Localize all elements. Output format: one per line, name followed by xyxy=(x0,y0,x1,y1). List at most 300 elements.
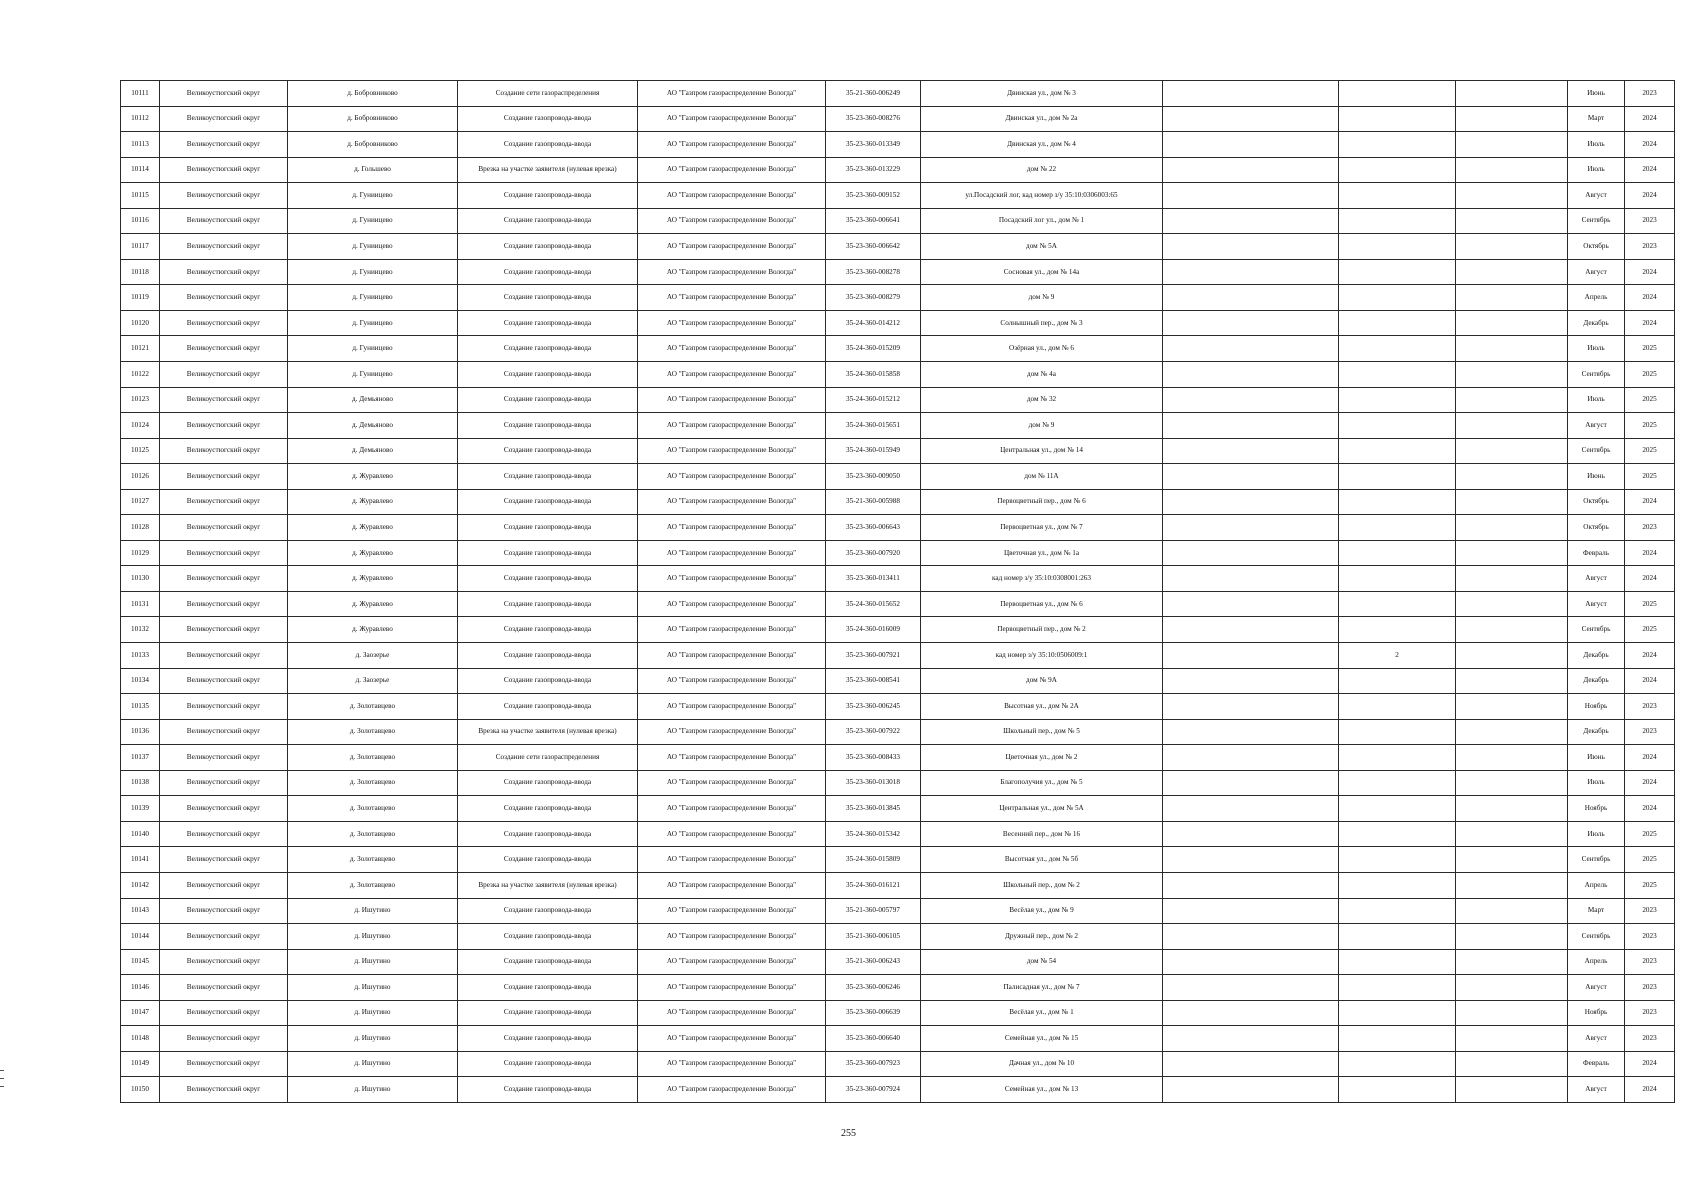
settlement-cell: д. Ишутино xyxy=(288,975,458,1001)
work-type-cell: Создание газопровода-ввода xyxy=(458,566,638,592)
organization-cell: АО "Газпром газораспределение Вологда" xyxy=(638,1026,826,1052)
empty-cell xyxy=(1456,796,1568,822)
empty-cell xyxy=(1163,668,1339,694)
organization-cell: АО "Газпром газораспределение Вологда" xyxy=(638,924,826,950)
quantity-cell xyxy=(1339,310,1456,336)
district-cell: Великоустюгский округ xyxy=(160,259,288,285)
empty-cell xyxy=(1163,643,1339,669)
address-cell: Озёрная ул., дом № 6 xyxy=(921,336,1163,362)
table-row xyxy=(121,1077,1675,1103)
quantity-cell xyxy=(1339,1000,1456,1026)
table-row xyxy=(121,949,1675,975)
table-row xyxy=(121,464,1675,490)
work-type-cell: Создание газопровода-ввода xyxy=(458,1051,638,1077)
address-cell: Первоцветная ул., дом № 7 xyxy=(921,515,1163,541)
district-cell: Великоустюгский округ xyxy=(160,1051,288,1077)
quantity-cell xyxy=(1339,362,1456,388)
quantity-cell xyxy=(1339,975,1456,1001)
district-cell: Великоустюгский округ xyxy=(160,310,288,336)
district-cell: Великоустюгский округ xyxy=(160,821,288,847)
address-cell: Весёлая ул., дом № 9 xyxy=(921,898,1163,924)
table-row xyxy=(121,617,1675,643)
year-cell: 2025 xyxy=(1625,387,1675,413)
settlement-cell: д. Ишутино xyxy=(288,1077,458,1103)
edge-mark xyxy=(0,1070,4,1071)
month-cell: Февраль xyxy=(1568,540,1625,566)
empty-cell xyxy=(1456,924,1568,950)
empty-cell xyxy=(1456,1026,1568,1052)
organization-cell: АО "Газпром газораспределение Вологда" xyxy=(638,285,826,311)
quantity-cell xyxy=(1339,1077,1456,1103)
settlement-cell: д. Золотавцево xyxy=(288,872,458,898)
organization-cell: АО "Газпром газораспределение Вологда" xyxy=(638,183,826,209)
empty-cell xyxy=(1456,157,1568,183)
organization-cell: АО "Газпром газораспределение Вологда" xyxy=(638,694,826,720)
district-cell: Великоустюгский округ xyxy=(160,464,288,490)
settlement-cell: д. Журавлево xyxy=(288,489,458,515)
application-code-cell: 35-23-360-007923 xyxy=(826,1051,921,1077)
address-cell: дом № 22 xyxy=(921,157,1163,183)
organization-cell: АО "Газпром газораспределение Вологда" xyxy=(638,668,826,694)
address-cell: дом № 9А xyxy=(921,668,1163,694)
edge-mark xyxy=(0,1086,4,1087)
application-code-cell: 35-23-360-007924 xyxy=(826,1077,921,1103)
row-number-cell: 10148 xyxy=(121,1026,160,1052)
table-row xyxy=(121,1000,1675,1026)
empty-cell xyxy=(1163,81,1339,107)
organization-cell: АО "Газпром газораспределение Вологда" xyxy=(638,975,826,1001)
quantity-cell xyxy=(1339,464,1456,490)
month-cell: Июль xyxy=(1568,387,1625,413)
row-number-cell: 10113 xyxy=(121,132,160,158)
district-cell: Великоустюгский округ xyxy=(160,1000,288,1026)
work-type-cell: Создание газопровода-ввода xyxy=(458,183,638,209)
organization-cell: АО "Газпром газораспределение Вологда" xyxy=(638,81,826,107)
year-cell: 2025 xyxy=(1625,872,1675,898)
empty-cell xyxy=(1163,1077,1339,1103)
application-code-cell: 35-23-360-006641 xyxy=(826,208,921,234)
month-cell: Ноябрь xyxy=(1568,1000,1625,1026)
empty-cell xyxy=(1163,872,1339,898)
organization-cell: АО "Газпром газораспределение Вологда" xyxy=(638,719,826,745)
application-code-cell: 35-24-360-014212 xyxy=(826,310,921,336)
quantity-cell xyxy=(1339,132,1456,158)
empty-cell xyxy=(1163,157,1339,183)
empty-cell xyxy=(1456,872,1568,898)
quantity-cell xyxy=(1339,259,1456,285)
district-cell: Великоустюгский округ xyxy=(160,515,288,541)
table-row xyxy=(121,515,1675,541)
work-type-cell: Создание газопровода-ввода xyxy=(458,770,638,796)
year-cell: 2024 xyxy=(1625,183,1675,209)
month-cell: Октябрь xyxy=(1568,489,1625,515)
application-code-cell: 35-23-360-007920 xyxy=(826,540,921,566)
address-cell: Первоцветный пер., дом № 2 xyxy=(921,617,1163,643)
table-row xyxy=(121,770,1675,796)
organization-cell: АО "Газпром газораспределение Вологда" xyxy=(638,515,826,541)
empty-cell xyxy=(1456,336,1568,362)
table-row xyxy=(121,1026,1675,1052)
work-type-cell: Врезка на участке заявителя (нулевая врезка) xyxy=(458,719,638,745)
organization-cell: АО "Газпром газораспределение Вологда" xyxy=(638,745,826,771)
application-code-cell: 35-24-360-015212 xyxy=(826,387,921,413)
organization-cell: АО "Газпром газораспределение Вологда" xyxy=(638,1051,826,1077)
work-type-cell: Создание газопровода-ввода xyxy=(458,208,638,234)
quantity-cell: 2 xyxy=(1339,643,1456,669)
organization-cell: АО "Газпром газораспределение Вологда" xyxy=(638,796,826,822)
row-number-cell: 10140 xyxy=(121,821,160,847)
work-type-cell: Создание газопровода-ввода xyxy=(458,643,638,669)
settlement-cell: д. Золотавцево xyxy=(288,694,458,720)
organization-cell: АО "Газпром газораспределение Вологда" xyxy=(638,540,826,566)
row-number-cell: 10141 xyxy=(121,847,160,873)
row-number-cell: 10116 xyxy=(121,208,160,234)
year-cell: 2024 xyxy=(1625,489,1675,515)
empty-cell xyxy=(1456,81,1568,107)
district-cell: Великоустюгский округ xyxy=(160,975,288,1001)
application-code-cell: 35-23-360-008278 xyxy=(826,259,921,285)
settlement-cell: д. Золотавцево xyxy=(288,745,458,771)
settlement-cell: д. Гуниицево xyxy=(288,285,458,311)
year-cell: 2023 xyxy=(1625,1000,1675,1026)
year-cell: 2023 xyxy=(1625,949,1675,975)
quantity-cell xyxy=(1339,438,1456,464)
empty-cell xyxy=(1163,183,1339,209)
month-cell: Октябрь xyxy=(1568,515,1625,541)
settlement-cell: д. Золотавцево xyxy=(288,770,458,796)
year-cell: 2024 xyxy=(1625,745,1675,771)
table-row xyxy=(121,924,1675,950)
row-number-cell: 10138 xyxy=(121,770,160,796)
settlement-cell: д. Бобровниково xyxy=(288,81,458,107)
table-row xyxy=(121,872,1675,898)
work-type-cell: Создание газопровода-ввода xyxy=(458,438,638,464)
empty-cell xyxy=(1456,975,1568,1001)
settlement-cell: д. Ишутино xyxy=(288,949,458,975)
work-type-cell: Создание газопровода-ввода xyxy=(458,949,638,975)
address-cell: ул.Посадский лог, кад номер з/у 35:10:0306003:65 xyxy=(921,183,1163,209)
empty-cell xyxy=(1163,387,1339,413)
district-cell: Великоустюгский округ xyxy=(160,438,288,464)
year-cell: 2024 xyxy=(1625,132,1675,158)
district-cell: Великоустюгский округ xyxy=(160,362,288,388)
organization-cell: АО "Газпром газораспределение Вологда" xyxy=(638,617,826,643)
application-code-cell: 35-23-360-006639 xyxy=(826,1000,921,1026)
empty-cell xyxy=(1163,898,1339,924)
address-cell: Семейная ул., дом № 15 xyxy=(921,1026,1163,1052)
organization-cell: АО "Газпром газораспределение Вологда" xyxy=(638,872,826,898)
empty-cell xyxy=(1163,847,1339,873)
organization-cell: АО "Газпром газораспределение Вологда" xyxy=(638,310,826,336)
application-code-cell: 35-24-360-015651 xyxy=(826,413,921,439)
address-cell: кад номер з/у 35:10:0308001:263 xyxy=(921,566,1163,592)
row-number-cell: 10127 xyxy=(121,489,160,515)
empty-cell xyxy=(1456,719,1568,745)
empty-cell xyxy=(1456,898,1568,924)
empty-cell xyxy=(1456,515,1568,541)
quantity-cell xyxy=(1339,1051,1456,1077)
district-cell: Великоустюгский округ xyxy=(160,796,288,822)
address-cell: кад номер з/у 35:10:0506009:1 xyxy=(921,643,1163,669)
settlement-cell: д. Гуниицево xyxy=(288,234,458,260)
empty-cell xyxy=(1163,413,1339,439)
work-type-cell: Создание газопровода-ввода xyxy=(458,285,638,311)
table-row xyxy=(121,259,1675,285)
empty-cell xyxy=(1163,438,1339,464)
table-row xyxy=(121,975,1675,1001)
year-cell: 2025 xyxy=(1625,438,1675,464)
quantity-cell xyxy=(1339,208,1456,234)
address-cell: дом № 54 xyxy=(921,949,1163,975)
work-type-cell: Создание газопровода-ввода xyxy=(458,1000,638,1026)
organization-cell: АО "Газпром газораспределение Вологда" xyxy=(638,1077,826,1103)
empty-cell xyxy=(1163,719,1339,745)
settlement-cell: д. Золотавцево xyxy=(288,719,458,745)
settlement-cell: д. Бобровниково xyxy=(288,106,458,132)
settlement-cell: д. Ишутино xyxy=(288,898,458,924)
address-cell: Дружный пер., дом № 2 xyxy=(921,924,1163,950)
settlement-cell: д. Гуниицево xyxy=(288,183,458,209)
row-number-cell: 10137 xyxy=(121,745,160,771)
address-cell: Первоцветная ул., дом № 6 xyxy=(921,591,1163,617)
row-number-cell: 10124 xyxy=(121,413,160,439)
organization-cell: АО "Газпром газораспределение Вологда" xyxy=(638,949,826,975)
empty-cell xyxy=(1163,540,1339,566)
table-row xyxy=(121,362,1675,388)
quantity-cell xyxy=(1339,924,1456,950)
empty-cell xyxy=(1163,515,1339,541)
empty-cell xyxy=(1456,643,1568,669)
application-code-cell: 35-23-360-007922 xyxy=(826,719,921,745)
quantity-cell xyxy=(1339,821,1456,847)
work-type-cell: Создание газопровода-ввода xyxy=(458,1077,638,1103)
application-code-cell: 35-23-360-007921 xyxy=(826,643,921,669)
quantity-cell xyxy=(1339,898,1456,924)
quantity-cell xyxy=(1339,745,1456,771)
settlement-cell: д. Журавлево xyxy=(288,540,458,566)
address-cell: Школьный пер., дом № 5 xyxy=(921,719,1163,745)
address-cell: Двинская ул., дом № 4 xyxy=(921,132,1163,158)
district-cell: Великоустюгский округ xyxy=(160,924,288,950)
year-cell: 2024 xyxy=(1625,668,1675,694)
address-cell: Дачная ул., дом № 10 xyxy=(921,1051,1163,1077)
quantity-cell xyxy=(1339,847,1456,873)
year-cell: 2024 xyxy=(1625,285,1675,311)
year-cell: 2025 xyxy=(1625,821,1675,847)
year-cell: 2023 xyxy=(1625,975,1675,1001)
application-code-cell: 35-23-360-013349 xyxy=(826,132,921,158)
month-cell: Сентябрь xyxy=(1568,924,1625,950)
month-cell: Июнь xyxy=(1568,464,1625,490)
settlement-cell: д. Золотавцево xyxy=(288,796,458,822)
empty-cell xyxy=(1163,591,1339,617)
application-code-cell: 35-23-360-006642 xyxy=(826,234,921,260)
application-code-cell: 35-23-360-013411 xyxy=(826,566,921,592)
year-cell: 2023 xyxy=(1625,719,1675,745)
address-cell: Сосновая ул., дом № 14а xyxy=(921,259,1163,285)
month-cell: Апрель xyxy=(1568,285,1625,311)
month-cell: Декабрь xyxy=(1568,719,1625,745)
year-cell: 2024 xyxy=(1625,157,1675,183)
district-cell: Великоустюгский округ xyxy=(160,1026,288,1052)
empty-cell xyxy=(1456,1051,1568,1077)
table-row xyxy=(121,796,1675,822)
district-cell: Великоустюгский округ xyxy=(160,234,288,260)
quantity-cell xyxy=(1339,234,1456,260)
organization-cell: АО "Газпром газораспределение Вологда" xyxy=(638,336,826,362)
year-cell: 2024 xyxy=(1625,310,1675,336)
settlement-cell: д. Заозерье xyxy=(288,668,458,694)
row-number-cell: 10117 xyxy=(121,234,160,260)
quantity-cell xyxy=(1339,540,1456,566)
month-cell: Июль xyxy=(1568,770,1625,796)
table-row xyxy=(121,591,1675,617)
month-cell: Сентябрь xyxy=(1568,208,1625,234)
address-cell: дом № 11А xyxy=(921,464,1163,490)
year-cell: 2024 xyxy=(1625,1077,1675,1103)
empty-cell xyxy=(1456,821,1568,847)
organization-cell: АО "Газпром газораспределение Вологда" xyxy=(638,489,826,515)
row-number-cell: 10132 xyxy=(121,617,160,643)
settlement-cell: д. Журавлево xyxy=(288,617,458,643)
quantity-cell xyxy=(1339,183,1456,209)
work-type-cell: Создание газопровода-ввода xyxy=(458,362,638,388)
year-cell: 2023 xyxy=(1625,234,1675,260)
application-code-cell: 35-21-360-006105 xyxy=(826,924,921,950)
work-type-cell: Создание газопровода-ввода xyxy=(458,898,638,924)
month-cell: Декабрь xyxy=(1568,643,1625,669)
district-cell: Великоустюгский округ xyxy=(160,336,288,362)
settlement-cell: д. Демьяново xyxy=(288,387,458,413)
district-cell: Великоустюгский округ xyxy=(160,285,288,311)
row-number-cell: 10120 xyxy=(121,310,160,336)
month-cell: Сентябрь xyxy=(1568,362,1625,388)
application-code-cell: 35-23-360-008279 xyxy=(826,285,921,311)
table-row xyxy=(121,489,1675,515)
empty-cell xyxy=(1163,617,1339,643)
empty-cell xyxy=(1456,208,1568,234)
table-row xyxy=(121,234,1675,260)
district-cell: Великоустюгский округ xyxy=(160,770,288,796)
year-cell: 2023 xyxy=(1625,1026,1675,1052)
application-code-cell: 35-23-360-009050 xyxy=(826,464,921,490)
district-cell: Великоустюгский округ xyxy=(160,81,288,107)
table-row xyxy=(121,821,1675,847)
month-cell: Сентябрь xyxy=(1568,438,1625,464)
address-cell: дом № 4а xyxy=(921,362,1163,388)
address-cell: Цветочная ул., дом № 2 xyxy=(921,745,1163,771)
organization-cell: АО "Газпром газораспределение Вологда" xyxy=(638,387,826,413)
work-type-cell: Врезка на участке заявителя (нулевая врезка) xyxy=(458,872,638,898)
work-type-cell: Создание газопровода-ввода xyxy=(458,975,638,1001)
district-cell: Великоустюгский округ xyxy=(160,208,288,234)
empty-cell xyxy=(1163,745,1339,771)
organization-cell: АО "Газпром газораспределение Вологда" xyxy=(638,132,826,158)
row-number-cell: 10126 xyxy=(121,464,160,490)
row-number-cell: 10128 xyxy=(121,515,160,541)
table-row xyxy=(121,81,1675,107)
work-type-cell: Создание сети газораспределения xyxy=(458,81,638,107)
district-cell: Великоустюгский округ xyxy=(160,617,288,643)
month-cell: Март xyxy=(1568,898,1625,924)
month-cell: Август xyxy=(1568,183,1625,209)
work-type-cell: Создание газопровода-ввода xyxy=(458,617,638,643)
address-cell: Первоцветный пер., дом № 6 xyxy=(921,489,1163,515)
row-number-cell: 10136 xyxy=(121,719,160,745)
empty-cell xyxy=(1163,796,1339,822)
table-row xyxy=(121,285,1675,311)
organization-cell: АО "Газпром газораспределение Вологда" xyxy=(638,413,826,439)
work-type-cell: Создание газопровода-ввода xyxy=(458,924,638,950)
application-code-cell: 35-23-360-008433 xyxy=(826,745,921,771)
settlement-cell: д. Золотавцево xyxy=(288,821,458,847)
application-code-cell: 35-23-360-013229 xyxy=(826,157,921,183)
empty-cell xyxy=(1163,1000,1339,1026)
row-number-cell: 10139 xyxy=(121,796,160,822)
work-type-cell: Создание газопровода-ввода xyxy=(458,234,638,260)
district-cell: Великоустюгский округ xyxy=(160,387,288,413)
settlement-cell: д. Гуниицево xyxy=(288,310,458,336)
application-code-cell: 35-24-360-015858 xyxy=(826,362,921,388)
empty-cell xyxy=(1456,591,1568,617)
month-cell: Апрель xyxy=(1568,949,1625,975)
row-number-cell: 10130 xyxy=(121,566,160,592)
year-cell: 2024 xyxy=(1625,796,1675,822)
address-cell: Двинская ул., дом № 3 xyxy=(921,81,1163,107)
work-type-cell: Создание газопровода-ввода xyxy=(458,515,638,541)
register-sheet xyxy=(120,80,1675,1103)
settlement-cell: д. Демьяново xyxy=(288,438,458,464)
organization-cell: АО "Газпром газораспределение Вологда" xyxy=(638,234,826,260)
year-cell: 2023 xyxy=(1625,515,1675,541)
empty-cell xyxy=(1456,464,1568,490)
quantity-cell xyxy=(1339,157,1456,183)
empty-cell xyxy=(1456,132,1568,158)
month-cell: Ноябрь xyxy=(1568,796,1625,822)
quantity-cell xyxy=(1339,106,1456,132)
application-code-cell: 35-23-360-008541 xyxy=(826,668,921,694)
year-cell: 2023 xyxy=(1625,898,1675,924)
row-number-cell: 10135 xyxy=(121,694,160,720)
empty-cell xyxy=(1163,566,1339,592)
work-type-cell: Создание газопровода-ввода xyxy=(458,591,638,617)
settlement-cell: д. Гуниицево xyxy=(288,362,458,388)
year-cell: 2023 xyxy=(1625,208,1675,234)
row-number-cell: 10118 xyxy=(121,259,160,285)
work-type-cell: Создание газопровода-ввода xyxy=(458,668,638,694)
district-cell: Великоустюгский округ xyxy=(160,694,288,720)
empty-cell xyxy=(1456,362,1568,388)
year-cell: 2025 xyxy=(1625,413,1675,439)
year-cell: 2024 xyxy=(1625,259,1675,285)
application-code-cell: 35-23-360-006640 xyxy=(826,1026,921,1052)
empty-cell xyxy=(1163,1051,1339,1077)
application-code-cell: 35-23-360-006643 xyxy=(826,515,921,541)
row-number-cell: 10131 xyxy=(121,591,160,617)
empty-cell xyxy=(1456,489,1568,515)
table-row xyxy=(121,208,1675,234)
table-row xyxy=(121,106,1675,132)
organization-cell: АО "Газпром газораспределение Вологда" xyxy=(638,208,826,234)
row-number-cell: 10125 xyxy=(121,438,160,464)
work-type-cell: Создание газопровода-ввода xyxy=(458,847,638,873)
application-code-cell: 35-24-360-015809 xyxy=(826,847,921,873)
district-cell: Великоустюгский округ xyxy=(160,489,288,515)
address-cell: Центральная ул., дом № 5А xyxy=(921,796,1163,822)
application-code-cell: 35-23-360-013845 xyxy=(826,796,921,822)
empty-cell xyxy=(1163,106,1339,132)
application-code-cell: 35-23-360-006245 xyxy=(826,694,921,720)
